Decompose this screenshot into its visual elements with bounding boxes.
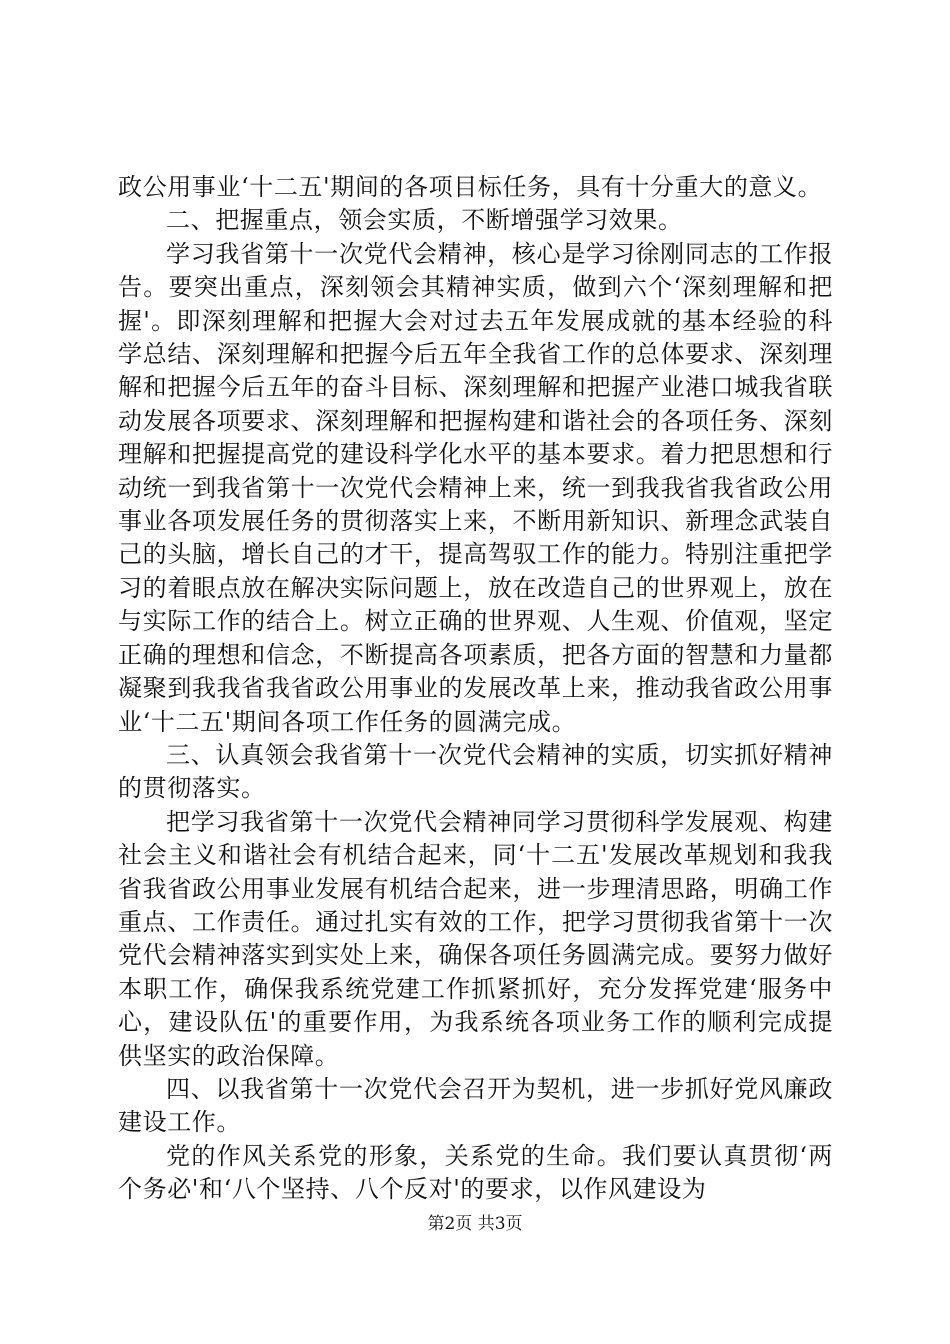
paragraph-7: 党的作风关系党的形象，关系党的生命。我们要认真贯彻‘两个务必'和‘八个坚持、八个反对'的要求，以作风建设为 (118, 1141, 833, 1204)
page-footer: 第2页 共3页 (427, 1214, 523, 1234)
document-body (118, 171, 833, 1207)
paragraph-5: 把学习我省第十一次党代会精神同学习贯彻科学发展观、构建社会主义和谐社会有机结合起来，同‘十二五'发展改革规划和我我省我省政公用事业发展有机结合起来，进一步理清思路，明确工作重点、工作责任。通过扎实有效的工作，把学习贯彻我省第十一次党代会精神落实到实处上来，确保各项任务圆满完成。要努力做好本职工作，确保我系统党建工作抓紧抓好，充分发挥党建‘服务中心，建设队伍'的重要作用，为我系统各项业务工作的顺利完成提供坚实的政治保障。 (118, 807, 833, 1070)
paragraph-1: 政公用事业‘十二五'期间的各项目标任务，具有十分重大的意义。 (118, 173, 823, 201)
paragraph-2-heading: 二、把握重点，领会实质，不断增强学习效果。 (166, 206, 683, 235)
paragraph-4-heading: 三、认真领会我省第十一次党代会精神的实质，切实抓好精神的贯彻落实。 (118, 740, 833, 803)
paragraph-3: 学习我省第十一次党代会精神，核心是学习徐刚同志的工作报告。要突出重点，深刻领会其精神实质，做到六个‘深刻理解和把握'。即深刻理解和把握大会对过去五年发展成就的基本经验的科学总结、深刻理解和把握今后五年全我省工作的总体要求、深刻理解和把握今后五年的奋斗目标、深刻理解和把握产业港口城我省联动发展各项要求、深刻理解和把握构建和谐社会的各项任务、深刻理解和把握提高党的建设科学化水平的基本要求。着力把思想和行动统一到我省第十一次党代会精神上来，统一到我我省我省政公用事业各项发展任务的贯彻落实上来，不断用新知识、新理念武装自己的头脑，增长自己的才干，提高驾驭工作的能力。特别注重把学习的着眼点放在解决实际问题上，放在改造自己的世界观上，放在与实际工作的结合上。树立正确的世界观、人生观、价值观，坚定正确的理想和信念，不断提高各项素质，把各方面的智慧和力量都凝聚到我我省我省政公用事业的发展改革上来，推动我省政公用事业‘十二五'期间各项工作任务的圆满完成。 (118, 239, 833, 736)
paragraph-6-heading: 四、以我省第十一次党代会召开为契机，进一步抓好党风廉政建设工作。 (118, 1074, 833, 1137)
